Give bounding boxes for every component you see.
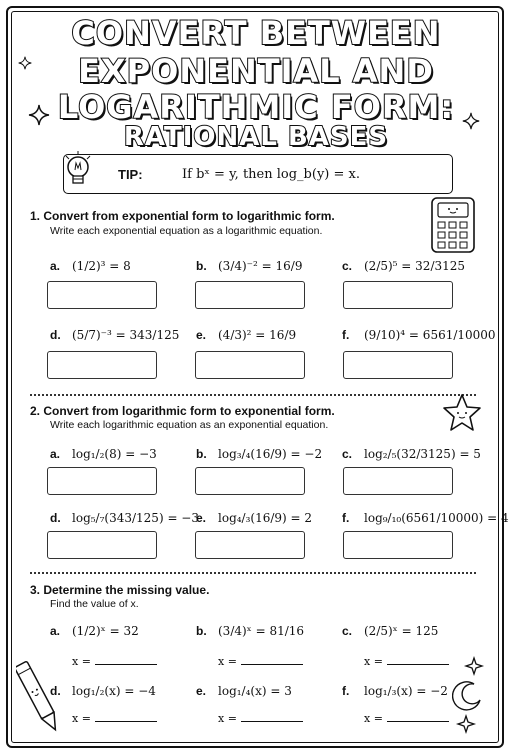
sparkle-icon — [28, 104, 50, 126]
s1-problem-a: a. (1/2)³ = 8 — [50, 259, 131, 273]
s3-problem-b: b. (3/4)ˣ = 81/16 — [196, 624, 305, 638]
section-3-instruction: Find the value of x. — [50, 598, 139, 610]
s3-problem-e: e. log₁/₄(x) = 3 — [196, 684, 292, 698]
s1-problem-b: b. (3/4)⁻² = 16/9 — [196, 259, 303, 273]
sparkle-icon — [462, 112, 480, 130]
title-line-2: EXPONENTIAL AND — [78, 52, 434, 90]
lightbulb-icon — [63, 150, 93, 190]
section-2-instruction: Write each logarithmic equation as an exponential equation. — [50, 419, 329, 431]
title-line-3: LOGARITHMIC FORM: — [57, 88, 455, 126]
moon-stars-icon — [452, 654, 492, 736]
section-divider — [30, 394, 476, 396]
s2-problem-b: b. log₃/₄(16/9) = −2 — [196, 447, 323, 461]
answer-box[interactable] — [47, 281, 157, 309]
sparkle-icon — [18, 56, 32, 70]
answer-blank[interactable]: x = — [364, 712, 449, 725]
section-divider — [30, 572, 476, 574]
answer-box[interactable] — [343, 467, 453, 495]
s1-problem-e: e. (4/3)² = 16/9 — [196, 328, 297, 342]
answer-box[interactable] — [47, 531, 157, 559]
tip-box — [63, 154, 453, 194]
s3-problem-f: f. log₁/₃(x) = −2 — [342, 684, 448, 698]
answer-blank[interactable]: x = — [72, 712, 157, 725]
section-3-heading: 3. Determine the missing value. — [30, 583, 210, 597]
answer-box[interactable] — [343, 531, 453, 559]
answer-box[interactable] — [195, 467, 305, 495]
section-1-heading: 1. Convert from exponential form to logarithmic form. — [30, 209, 335, 223]
pencil-icon — [16, 656, 60, 738]
answer-blank[interactable]: x = — [364, 655, 449, 668]
answer-blank[interactable]: x = — [218, 712, 303, 725]
s2-problem-d: d. log₅/₇(343/125) = −3 — [50, 511, 199, 525]
answer-box[interactable] — [195, 281, 305, 309]
section-1-instruction: Write each exponential equation as a logarithmic equation. — [50, 225, 323, 237]
answer-box[interactable] — [47, 467, 157, 495]
s2-problem-c: c. log₂/₅(32/3125) = 5 — [342, 447, 481, 461]
answer-blank[interactable]: x = — [218, 655, 303, 668]
tip-label: TIP: — [118, 167, 143, 182]
s2-problem-a: a. log₁/₂(8) = −3 — [50, 447, 157, 461]
star-icon — [440, 392, 484, 434]
answer-box[interactable] — [343, 281, 453, 309]
s3-problem-d: d. log₁/₂(x) = −4 — [50, 684, 156, 698]
s1-problem-f: f. (9/10)⁴ = 6561/10000 — [342, 328, 496, 342]
answer-blank[interactable]: x = — [72, 655, 157, 668]
answer-box[interactable] — [195, 531, 305, 559]
title-line-1: CONVERT BETWEEN — [71, 14, 441, 52]
section-2-heading: 2. Convert from logarithmic form to exponential form. — [30, 404, 335, 418]
s2-problem-e: e. log₄/₃(16/9) = 2 — [196, 511, 313, 525]
s1-problem-d: d. (5/7)⁻³ = 343/125 — [50, 328, 180, 342]
s1-problem-c: c. (2/5)⁵ = 32/3125 — [342, 259, 466, 273]
s3-problem-c: c. (2/5)ˣ = 125 — [342, 624, 439, 638]
calculator-icon — [430, 196, 476, 254]
title-line-4: RATIONAL BASES — [123, 122, 389, 152]
s2-problem-f: f. log₉/₁₀(6561/10000) = 4 — [342, 511, 509, 525]
answer-box[interactable] — [47, 351, 157, 379]
tip-text: If bˣ = y, then log_b(y) = x. — [182, 167, 360, 182]
s3-problem-a: a. (1/2)ˣ = 32 — [50, 624, 139, 638]
answer-box[interactable] — [343, 351, 453, 379]
answer-box[interactable] — [195, 351, 305, 379]
